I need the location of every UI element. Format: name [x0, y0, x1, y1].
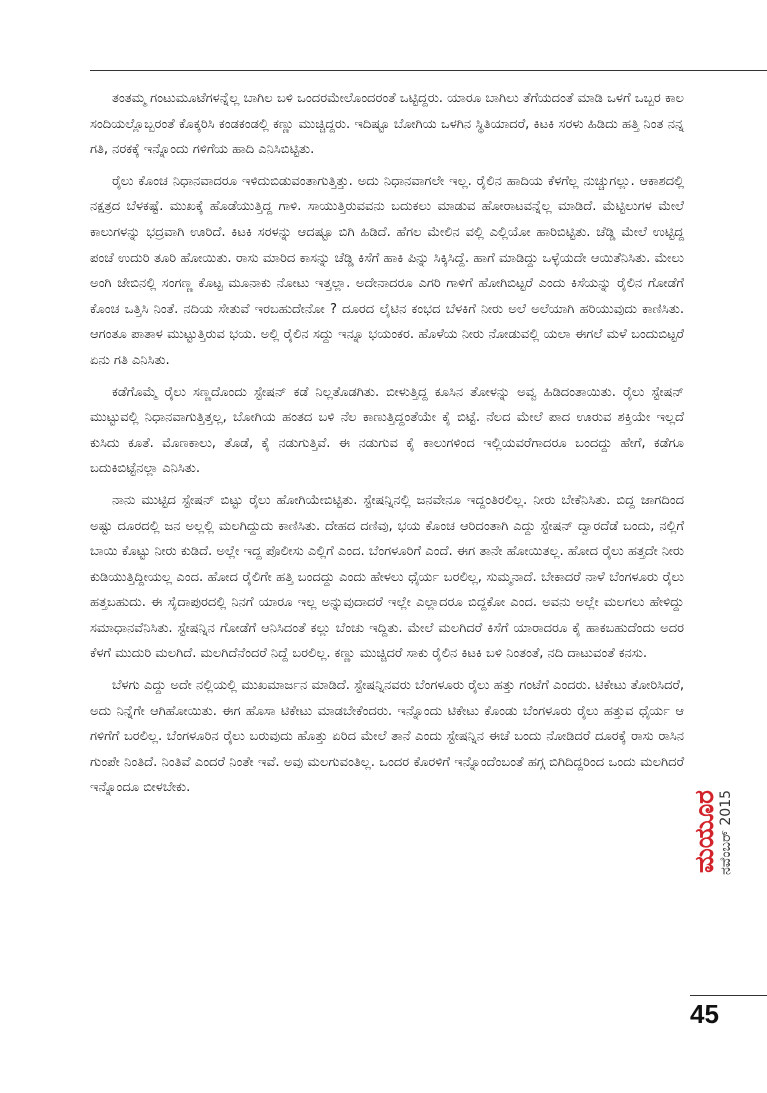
paragraph: ನಾನು ಮುಟ್ಟಿದ ಸ್ಟೇಷನ್ ಬಿಟ್ಟು ರೈಲು ಹೋಗಿಯೇಬಿಟ್ಟಿತು. ಸ್ಟೇಷನ್ನಿನಲ್ಲಿ ಜನವೇನೂ ಇದ್ದಂತಿರಲಿಲ್ಲ. ನೀರು ಬೇಕೆನಿಸಿತು. ಬಿದ್ದ ಜಾಗದಿಂದ ಅಷ್ಟು ದೂರದಲ್ಲಿ ಜನ ಅಲ್ಲಲ್ಲಿ ಮಲಗಿದ್ದುದು ಕಾಣಿಸಿತು. ದೇಹದ ದಣಿವು, ಭಯ ಕೊಂಚ ಆರಿದಂತಾಗಿ ಎದ್ದು ಸ್ಟೇಷನ್ ದ್ವಾರದೆಡೆ ಬಂದು, ನಲ್ಲಿಗೆ ಬಾಯಿ ಕೊಟ್ಟು ನೀರು ಕುಡಿದೆ. ಅಲ್ಲೇ ಇದ್ದ ಪೊಲೀಸು ಎಲ್ಲಿಗೆ ಎಂದ. ಬೆಂಗಳೂರಿಗೆ ಎಂದೆ. ಈಗ ತಾನೇ ಹೋಯಿತಲ್ಲ. ಹೋದ ರೈಲು ಹತ್ತದೇ ನೀರು ಕುಡಿಯುತ್ತಿದ್ದೀಯಲ್ಲ ಎಂದ. ಹೋದ ರೈಲಿಗೇ ಹತ್ತಿ ಬಂದದ್ದು ಎಂದು ಹೇಳಲು ಧೈರ್ಯ ಬರಲಿಲ್ಲ, ಸುಮ್ಮನಾದೆ. ಬೇಕಾದರೆ ನಾಳೆ ಬೆಂಗಳೂರು ರೈಲು ಹತ್ತಬಹುದು. ಈ ಸೈದಾಪುರದಲ್ಲಿ ನಿನಗೆ ಯಾರೂ ಇಲ್ಲ ಅನ್ನುವುದಾದರೆ ಇಲ್ಲೇ ಎಲ್ಲಾದರೂ ಬಿದ್ದಕೋ ಎಂದ. ಅವನು ಅಲ್ಲೇ ಮಲಗಲು ಹೇಳಿದ್ದು ಸಮಾಧಾನವೆನಿಸಿತು. ಸ್ಟೇಷನ್ನಿನ ಗೋಡೆಗೆ ಆನಿಸಿದಂತೆ ಕಲ್ಲು ಬೆಂಚು ಇದ್ದಿತು. ಮೇಲೆ ಮಲಗಿದರೆ ಕಿಸೆಗೆ ಯಾರಾದರೂ ಕೈ ಹಾಕಬಹುದೆಂದು ಅದರ ಕೆಳಗೆ ಮುದುರಿ ಮಲಗಿದೆ. ಮಲಗಿದೆನೆಂದರೆ ನಿದ್ದೆ ಬರಲಿಲ್ಲ. ಕಣ್ಣು ಮುಚ್ಚಿದರೆ ಸಾಕು ರೈಲಿನ ಕಿಟಕಿ ಬಳಿ ನಿಂತಂತೆ, ನದಿ ದಾಟುವಂತೆ ಕನಸು. [90, 492, 684, 662]
article-body [90, 86, 684, 807]
page-number-rule [690, 995, 767, 996]
magazine-sidebar [690, 790, 742, 1020]
paragraph: ರೈಲು ಕೊಂಚ ನಿಧಾನವಾದರೂ ಇಳಿದುಬಿಡುವಂತಾಗುತ್ತಿತ್ತು. ಅದು ನಿಧಾನವಾಗಲೇ ಇಲ್ಲ. ರೈಲಿನ ಹಾದಿಯ ಕೆಳಗೆಲ್ಲ ನುಚ್ಚುಗಲ್ಲು. ಆಕಾಶದಲ್ಲಿ ನಕ್ಷತ್ರದ ಬೆಳಕಷ್ಟೆ. ಮುಖಕ್ಕೆ ಹೊಡೆಯುತ್ತಿದ್ದ ಗಾಳಿ. ಸಾಯುತ್ತಿರುವವನು ಬದುಕಲು ಮಾಡುವ ಹೋರಾಟವನ್ನೆಲ್ಲ ಮಾಡಿದೆ. ಮೆಟ್ಟಿಲುಗಳ ಮೇಲೆ ಕಾಲುಗಳನ್ನು ಭದ್ರವಾಗಿ ಊರಿದೆ. ಕಿಟಕಿ ಸರಳನ್ನು ಆದಷ್ಟೂ ಬಿಗಿ ಹಿಡಿದೆ. ಹೆಗಲ ಮೇಲಿನ ವಲ್ಲಿ ಎಲ್ಲಿಯೋ ಹಾರಿಬಿಟ್ಟಿತು. ಚೆಡ್ಡಿ ಮೇಲೆ ಉಟ್ಟಿದ್ದ ಪಂಚೆ ಉದುರಿ ತೂರಿ ಹೋಯಿತು. ರಾಸು ಮಾರಿದ ಕಾಸನ್ನು ಚೆಡ್ಡಿ ಕಿಸೆಗೆ ಹಾಕಿ ಪಿನ್ನು ಸಿಕ್ಕಿಸಿದ್ದೆ. ಹಾಗೆ ಮಾಡಿದ್ದು ಒಳ್ಳೆಯದೇ ಆಯಿತೆನಿಸಿತು. ಮೇಲು ಅಂಗಿ ಜೇಬಿನಲ್ಲಿ ಸಂಗಣ್ಣ ಕೊಟ್ಟ ಮೂನಾಕು ನೋಟು ಇತ್ತಲ್ಲಾ. ಅದೇನಾದರೂ ಎಗರಿ ಗಾಳಿಗೆ ಹೋಗಿಬಿಟ್ಟರೆ ಎಂದು ಕಿಸೆಯನ್ನು ರೈಲಿನ ಗೋಡೆಗೆ ಕೊಂಚ ಒತ್ತಿಸಿ ನಿಂತೆ. ನದಿಯ ಸೇತುವೆ ಇರಬಹುದೇನೋ ? ದೂರದ ಲೈಟಿನ ಕಂಭದ ಬೆಳಕಿಗೆ ನೀರು ಅಲೆ ಅಲೆಯಾಗಿ ಹರಿಯುವುದು ಕಾಣಿಸಿತು. ಆಗಂತೂ ಪಾತಾಳ ಮುಟ್ಟುತ್ತಿರುವ ಭಯ. ಅಲ್ಲಿ ರೈಲಿನ ಸದ್ದು ಇನ್ನೂ ಭಯಂಕರ. ಹೊಳೆಯ ನೀರು ನೋಡುವಲ್ಲಿ ಯಲಾ ಈಗಲೆ ಮಳೆ ಬಂದುಬಿಟ್ಟರೆ ಏನು ಗತಿ ಎನಿಸಿತು. [90, 173, 684, 368]
issue-date: ನವೆಂಬರ್ 2015 [718, 790, 734, 876]
paragraph: ಬೆಳಗು ಎದ್ದು ಅದೇ ನಲ್ಲಿಯಲ್ಲಿ ಮುಖಮಾರ್ಜನ ಮಾಡಿದೆ. ಸ್ಟೇಷನ್ನಿನವರು ಬೆಂಗಳೂರು ರೈಲು ಹತ್ತು ಗಂಟೆಗೆ ಎಂದರು. ಟಿಕೇಟು ತೋರಿಸಿದರೆ, ಅದು ನಿನ್ನೆಗೇ ಆಗಿಹೋಯಿತು. ಈಗ ಹೊಸಾ ಟಿಕೇಟು ಮಾಡಬೇಕೆಂದರು. ಇನ್ನೊಂದು ಟಿಕೇಟು ಕೊಂಡು ಬೆಂಗಳೂರು ರೈಲು ಹತ್ತುವ ಧೈರ್ಯ ಆ ಗಳಿಗೆಗೆ ಬರಲಿಲ್ಲ. ಬೆಂಗಳೂರಿನ ರೈಲು ಬರುವುದು ಹೊತ್ತು ಏರಿದ ಮೇಲೆ ತಾನೆ ಎಂದು ಸ್ಟೇಷನ್ನಿನ ಈಚೆ ಬಂದು ನೋಡಿದರೆ ದೂರಕ್ಕೆ ರಾಸು ರಾಸಿನ ಗುಂಪೇ ನಿಂತಿದೆ. ನಿಂತಿವೆ ಎಂದರೆ ನಿಂತೇ ಇವೆ. ಅವು ಮಲಗುವಂತಿಲ್ಲ. ಒಂದರ ಕೊರಳಿಗೆ ಇನ್ನೊಂದೆಂಬಂತೆ ಹಗ್ಗ ಬಿಗಿದಿದ್ದರಿಂದ ಒಂದು ಮಲಗಿದರೆ ಇನ್ನೊಂದೂ ಬೀಳಬೇಕು. [90, 678, 684, 796]
paragraph: ಕಡೆಗೊಮ್ಮೆ ರೈಲು ಸಣ್ಣದೊಂದು ಸ್ಟೇಷನ್ ಕಡೆ ನಿಲ್ಲತೊಡಗಿತು. ಬೀಳುತ್ತಿದ್ದ ಕೂಸಿನ ತೋಳನ್ನು ಅವ್ವ ಹಿಡಿದಂತಾಯಿತು. ರೈಲು ಸ್ಟೇಷನ್ ಮುಟ್ಟುವಲ್ಲಿ ನಿಧಾನವಾಗುತ್ತಿತ್ತಲ್ಲ, ಬೋಗಿಯ ಹಂತದ ಬಳಿ ನೆಲ ಕಾಣುತ್ತಿದ್ದಂತೆಯೇ ಕೈ ಬಿಟ್ಟೆ. ನೆಲದ ಮೇಲೆ ಪಾದ ಊರುವ ಶಕ್ತಿಯೇ ಇಲ್ಲದೆ ಕುಸಿದು ಕೂತೆ. ಮೊಣಕಾಲು, ತೊಡೆ, ಕೈ ನಡುಗುತ್ತಿವೆ. ಈ ನಡುಗುವ ಕೈ ಕಾಲುಗಳಿಂದ ಇಲ್ಲಿಯವರೆಗಾದರೂ ಬಂದದ್ದು ಹೇಗೆ, ಕಡೆಗೂ ಬದುಕಿಬಿಟ್ಟೆನಲ್ಲಾ ಎನಿಸಿತು. [90, 384, 684, 477]
top-rule [90, 70, 767, 71]
page-number: 45 [690, 999, 719, 1029]
magazine-logo: ಮಯೂರ [690, 790, 720, 873]
paragraph: ತಂತಮ್ಮ ಗಂಟುಮೂಟೆಗಳನ್ನೆಲ್ಲ ಬಾಗಿಲ ಬಳಿ ಒಂದರಮೇಲೊಂದರಂತೆ ಒಟ್ಟಿದ್ದರು. ಯಾರೂ ಬಾಗಿಲು ತೆಗೆಯದಂತೆ ಮಾಡಿ ಒಳಗೆ ಒಬ್ಬರ ಕಾಲ ಸಂದಿಯಲ್ಲೊಬ್ಬರಂತೆ ಕೊಕ್ಕರಿಸಿ ಕಂಡಕಂಡಲ್ಲಿ ಕಣ್ಣು ಮುಚ್ಚಿದ್ದರು. ಇದಿಷ್ಟೂ ಬೋಗಿಯ ಒಳಗಿನ ಸ್ಥಿತಿಯಾದರೆ, ಕಿಟಕಿ ಸರಳು ಹಿಡಿದು ಹತ್ತಿ ನಿಂತ ನನ್ನ ಗತಿ, ನರಕಕ್ಕೆ ಇನ್ನೊಂದು ಗಳಿಗೆಯ ಹಾದಿ ಎನಿಸಿಬಿಟ್ಟಿತು. [90, 91, 684, 158]
